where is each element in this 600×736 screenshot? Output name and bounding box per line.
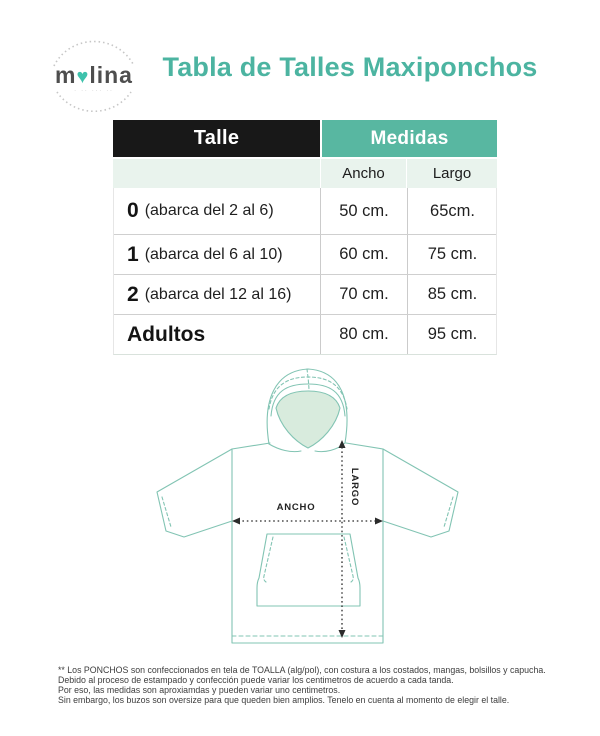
size-range: (abarca del 2 al 6) xyxy=(144,202,274,219)
empty-subheader-cell xyxy=(113,159,320,188)
logo-text-start: m xyxy=(55,62,77,88)
table-row xyxy=(114,274,496,314)
table-body xyxy=(113,188,497,355)
footnotes xyxy=(58,666,578,706)
table-row xyxy=(114,234,496,274)
ancho-value: 70 cm. xyxy=(320,275,407,314)
poncho-diagram xyxy=(140,364,470,666)
size-number: 1 xyxy=(127,242,139,266)
size-number: Adultos xyxy=(127,322,206,346)
footnote-line: ** Los PONCHOS son confeccionados en tela de TOALLA (alg/pol), con costura a los costados, mangas, bolsillos y capucha. xyxy=(58,665,546,675)
heart-icon: ♥ xyxy=(76,66,90,88)
table-header-row xyxy=(113,120,497,157)
right-sleeve xyxy=(383,449,458,537)
logo-text-end: lina xyxy=(89,62,133,88)
logo-subtext: · ·· ··· ·· xyxy=(74,88,114,94)
brand-logo xyxy=(40,26,148,126)
right-shoulder xyxy=(346,443,383,449)
largo-label: LARGO xyxy=(349,467,360,507)
size-cell xyxy=(114,315,320,354)
logo-wordmark xyxy=(40,62,148,89)
talle-header-cell: Talle xyxy=(113,120,320,157)
size-cell xyxy=(114,235,320,274)
page-title: Tabla de Talles Maxiponchos xyxy=(162,52,538,82)
ancho-value: 80 cm. xyxy=(320,315,407,354)
largo-header-cell: Largo xyxy=(407,159,497,188)
ancho-value: 50 cm. xyxy=(320,188,407,234)
largo-value: 65cm. xyxy=(407,188,497,234)
poncho-drawing xyxy=(140,364,470,666)
left-sleeve xyxy=(157,449,232,537)
largo-value: 95 cm. xyxy=(407,315,497,354)
size-number: 0 xyxy=(127,199,139,222)
size-number: 2 xyxy=(127,282,139,306)
size-cell xyxy=(114,275,320,314)
size-table xyxy=(113,120,497,355)
medidas-header-cell: Medidas xyxy=(322,120,497,157)
largo-value: 75 cm. xyxy=(407,235,497,274)
size-range: (abarca del 6 al 10) xyxy=(144,245,283,263)
footnote-line: Sin embargo, los buzos son oversize para que queden bien amplios. Tenelo en cuenta al momento de elegir el talle. xyxy=(58,694,510,705)
table-row xyxy=(114,188,496,234)
table-subheader-row xyxy=(113,159,497,188)
footnote-line: Por eso, las medidas son aproxiamdas y pueden variar uno centimetros. xyxy=(58,684,341,695)
ancho-value: 60 cm. xyxy=(320,235,407,274)
largo-value: 85 cm. xyxy=(407,275,497,314)
left-shoulder xyxy=(232,443,270,449)
ancho-label: ANCHO xyxy=(276,502,316,513)
pocket-outline xyxy=(257,534,360,606)
table-row xyxy=(114,314,496,354)
footnote-line: Debido al proceso de estampado y confección puede variar los centimetros de acuerdo a cada tanda. xyxy=(58,674,454,685)
size-range: (abarca del 12 al 16) xyxy=(144,285,292,303)
size-cell xyxy=(114,188,320,234)
hood-opening xyxy=(276,391,340,448)
ancho-header-cell: Ancho xyxy=(321,159,406,188)
